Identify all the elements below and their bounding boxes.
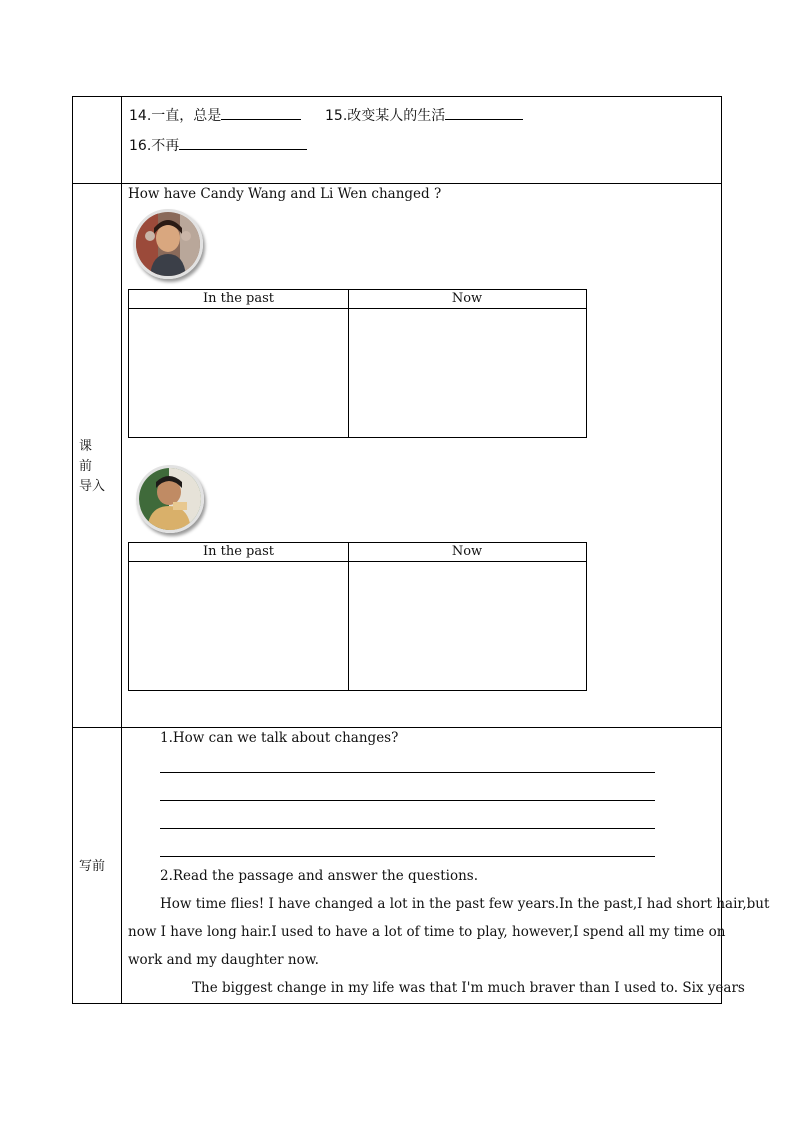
passage-line: How time flies! I have changed a lot in the past few years.In the past,I had short hair,but: [160, 896, 770, 912]
answer-blank[interactable]: [179, 135, 307, 150]
answer-blank[interactable]: [445, 105, 523, 120]
passage-line: now I have long hair.I used to have a lot of time to play, however,I spend all my time on: [128, 924, 726, 940]
passage-line: The biggest change in my life was that I'm much braver than I used to. Six years: [192, 980, 745, 996]
candy-wang-photo: [133, 209, 203, 279]
writing-line[interactable]: [160, 856, 655, 857]
vocab-item-14: 14.一直，总是: [129, 105, 301, 125]
writing-line[interactable]: [160, 800, 655, 801]
section-label-pre-class: 课 前 导入: [79, 439, 106, 494]
row-divider: [73, 727, 721, 728]
column-divider: [121, 97, 122, 1003]
header-divider: [129, 561, 586, 562]
answer-blank[interactable]: [221, 105, 301, 120]
worksheet-table: [72, 96, 770, 1004]
column-divider: [348, 543, 349, 690]
section-label-pre-writing: 写前: [79, 859, 106, 874]
li-wen-photo: [136, 465, 204, 533]
writing-line[interactable]: [160, 828, 655, 829]
row-divider: [73, 183, 721, 184]
question-1: 1.How can we talk about changes?: [160, 730, 399, 746]
changes-table-li-wen: [128, 542, 587, 691]
column-divider: [348, 290, 349, 437]
column-header-past: In the past: [202, 544, 275, 559]
changes-table-candy: [128, 289, 587, 438]
column-header-past: In the past: [202, 291, 275, 306]
vocab-item-16: 16.不再: [129, 135, 307, 155]
column-header-now: Now: [451, 291, 483, 306]
writing-line[interactable]: [160, 772, 655, 773]
vocab-item-15: 15.改变某人的生活: [325, 105, 523, 125]
header-divider: [129, 308, 586, 309]
lead-in-question: How have Candy Wang and Li Wen changed ?: [128, 186, 442, 202]
column-header-now: Now: [451, 544, 483, 559]
passage-line: work and my daughter now.: [128, 952, 319, 968]
question-2: 2.Read the passage and answer the questions.: [160, 868, 479, 884]
